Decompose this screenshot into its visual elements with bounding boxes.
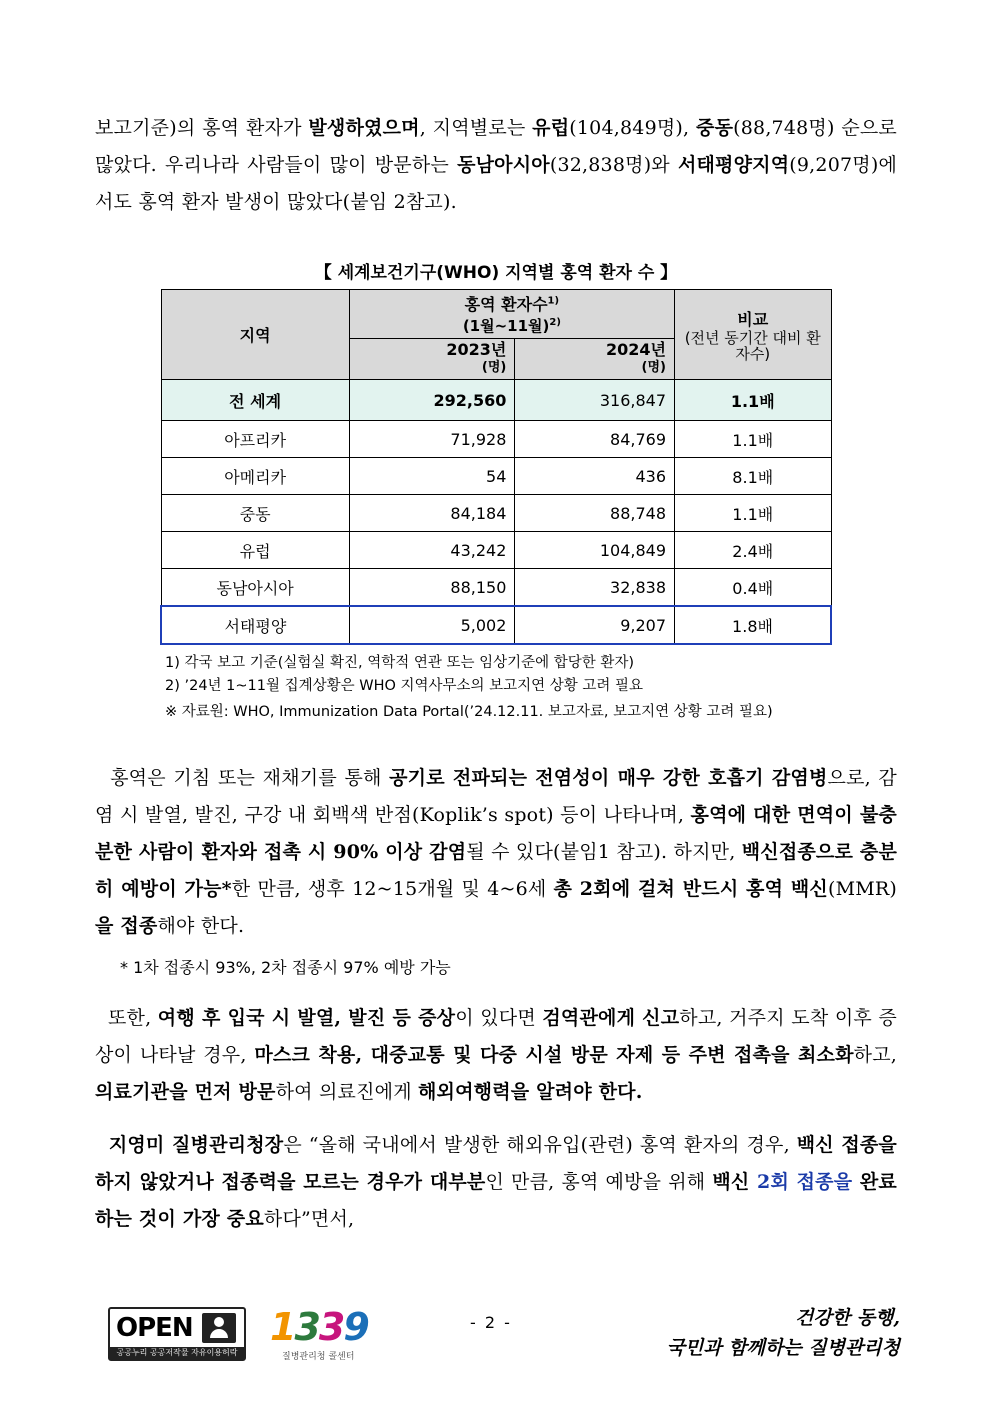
cell-2023: 84,184	[349, 495, 515, 532]
logo-1339	[270, 1305, 370, 1363]
cell-compare: 1.1배	[675, 495, 832, 532]
text: (MMR)	[827, 878, 897, 900]
cell-2023: 43,242	[349, 532, 515, 569]
table-row	[161, 458, 831, 495]
cell-region: 중동	[161, 495, 349, 532]
text: 하고,	[853, 1044, 897, 1066]
slogan	[660, 1303, 900, 1363]
paragraph-measles-description	[95, 760, 897, 945]
text: 동남아시아	[457, 154, 550, 176]
text: 지영미 질병관리청장	[108, 1134, 284, 1156]
header-cases: 홍역 환자수$^{1)}$ (1월~11월)$^{2)}$	[349, 290, 674, 339]
who-measles-table	[160, 289, 832, 645]
text: 검역관에게 신고	[542, 1007, 680, 1029]
text: 한 만큼, 생후 12~15개월 및 4~6세	[231, 878, 554, 900]
table-footnote-1: 1) 각국 보고 기준(실험실 확진, 역학적 연관 또는 임상기준에 합당한 환자)	[165, 655, 635, 671]
text: 중동	[696, 117, 734, 139]
text: 또한,	[107, 1007, 158, 1029]
table-row	[161, 380, 831, 421]
text: , 지역별로는	[419, 117, 533, 139]
open-caption: 공공누리 공공저작물 자유이용허락	[110, 1347, 244, 1359]
text: 인 만큼, 홍역 예방을 위해	[485, 1171, 713, 1193]
text: 해야 한다.	[157, 915, 245, 937]
text: 이 있다면	[455, 1007, 543, 1029]
header-year-2023: 2023년 (명)	[349, 339, 515, 380]
text: 공기로 전파되는 전염성이 매우 강한 호흡기 감염병	[389, 767, 828, 789]
person-icon	[202, 1313, 236, 1343]
text: 보고기준)의 홍역 환자가	[95, 117, 309, 139]
text: 을 접종	[95, 915, 158, 937]
logo-1339-number: 1339	[270, 1305, 368, 1349]
table-row-highlighted	[161, 606, 831, 644]
text: 은 “올해 국내에서 발생한 해외유입(관련) 홍역 환자의 경우,	[283, 1134, 797, 1156]
cell-2024: 104,849	[515, 532, 675, 569]
text: 서태평양지역	[677, 154, 790, 176]
cell-region: 유럽	[161, 532, 349, 569]
slogan-line: 건강한 동행,	[795, 1307, 900, 1329]
cell-2024: 9,207	[515, 606, 675, 644]
text: 백신 접종을 하지 않았거나 접종력을 모르는 경우가 대부분	[95, 1134, 897, 1193]
paragraph-travel-advice	[95, 1000, 897, 1111]
text: 여행 후 입국 시 발열, 발진 등 증상	[157, 1007, 456, 1029]
text: 백신접종으로 충분히 예방이 가능*	[95, 841, 897, 900]
open-license-badge	[108, 1307, 246, 1361]
cell-compare: 1.1배	[675, 380, 832, 421]
table-source-note: ※ 자료원: WHO, Immunization Data Portal(’24.12.11. 보고자료, 보고지연 상황 고려 필요)	[165, 704, 773, 720]
vaccine-efficacy-note: * 1차 접종시 93%, 2차 접종시 97% 예방 가능	[120, 958, 451, 977]
header-year-2024: 2024년 (명)	[515, 339, 675, 380]
cell-2024: 436	[515, 458, 675, 495]
text: 하고, 거주지 도착 이후 증상이 나타날 경우,	[95, 1007, 897, 1066]
table-row	[161, 569, 831, 607]
text: 될 수 있다(붙임1 참고). 하지만,	[466, 841, 742, 863]
table-footnote-2: 2) ’24년 1~11월 집계상황은 WHO 지역사무소의 보고지연 상황 고려 필요	[165, 678, 644, 694]
paragraph-commissioner-quote	[95, 1127, 897, 1238]
cell-compare: 1.8배	[675, 606, 832, 644]
cell-compare: 0.4배	[675, 569, 832, 607]
header-region: 지역	[161, 290, 349, 380]
text: 하여 의료진에게	[275, 1081, 418, 1103]
cell-2023: 88,150	[349, 569, 515, 607]
cell-2023: 292,560	[349, 380, 515, 421]
open-label: OPEN	[116, 1313, 193, 1343]
page-number: - 2 -	[470, 1313, 512, 1332]
text: 홍역은 기침 또는 재채기를 통해	[110, 767, 390, 789]
text: 해외여행력을 알려야 한다.	[417, 1081, 643, 1103]
text: 홍역에 대한 면역이 불충분한 사람이 환자와 접촉 시 90% 이상 감염	[95, 804, 897, 863]
text: 유럽	[532, 117, 570, 139]
text: 으로, 감염 시 발열, 발진, 구강 내 회백색 반점(Koplik’s spot) 등이 나타나며,	[95, 767, 897, 826]
text: 발생하였으며	[308, 117, 420, 139]
header-compare: 비교 (전년 동기간 대비 환자수)	[675, 290, 832, 380]
cell-2024: 32,838	[515, 569, 675, 607]
text: 백신	[712, 1171, 758, 1193]
paragraph-regional-cases	[95, 110, 897, 221]
cell-2023: 5,002	[349, 606, 515, 644]
text: (9,207명)에서도 홍역 환자 발생이 많았다(붙임 2참고).	[95, 154, 897, 213]
cell-2024: 88,748	[515, 495, 675, 532]
cell-2023: 54	[349, 458, 515, 495]
cell-region: 동남아시아	[161, 569, 349, 607]
cell-2024: 316,847	[515, 380, 675, 421]
text: 마스크 착용, 대중교통 및 다중 시설 방문 자제 등 주변 접촉을 최소화	[254, 1044, 854, 1066]
cell-region: 아메리카	[161, 458, 349, 495]
cell-compare: 2.4배	[675, 532, 832, 569]
cell-compare: 1.1배	[675, 421, 832, 458]
table-row	[161, 532, 831, 569]
text: (104,849명),	[569, 117, 697, 139]
text: (32,838명)와	[549, 154, 678, 176]
table-row	[161, 495, 831, 532]
table-row	[161, 421, 831, 458]
logo-caption: 질병관리청 콜센터	[282, 1352, 355, 1362]
text: 완료하는 것이 가장 중요	[95, 1171, 897, 1230]
cell-2023: 71,928	[349, 421, 515, 458]
slogan-line: 국민과 함께하는 질병관리청	[666, 1337, 900, 1359]
cell-region: 아프리카	[161, 421, 349, 458]
text: 2회 접종을	[757, 1171, 853, 1193]
text: 총 2회에 걸쳐 반드시 홍역 백신	[553, 878, 828, 900]
cell-2024: 84,769	[515, 421, 675, 458]
cell-region: 서태평양	[161, 606, 349, 644]
cell-region: 전 세계	[161, 380, 349, 421]
text: 하다”면서,	[263, 1208, 355, 1230]
table-title: 【 세계보건기구(WHO) 지역별 홍역 환자 수 】	[314, 263, 678, 283]
cell-compare: 8.1배	[675, 458, 832, 495]
text: 의료기관을 먼저 방문	[95, 1081, 276, 1103]
text: (88,748명) 순으로 많았다. 우리나라 사람들이 많이 방문하는	[95, 117, 897, 176]
